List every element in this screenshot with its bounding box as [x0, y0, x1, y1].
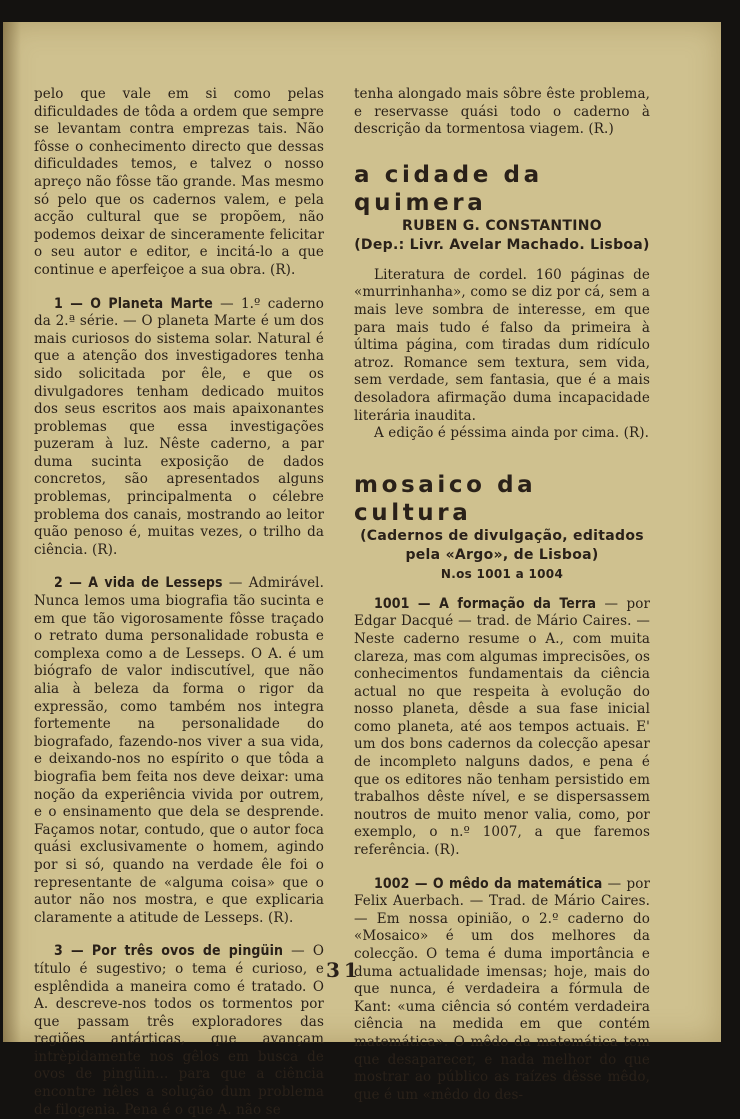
- review-heading: 3 — Por três ovos de pingüin: [54, 943, 284, 960]
- review-text: — por Edgar Dacqué — trad. de Mário Caires. — Neste caderno resume o A., com muita clareza, mas com algumas imprecisões, os conhecimentos fundamentais da ciência actual no que respeita à evolução do nosso planeta, dêsde a sua fase inicial como planeta, até aos tempos actuais. E' um dos bons cadernos da colecção apesar de incompleto nalguns dados, e pena é que os editores não tenham persistido em trabalhos dêste nível, e se dispersassem noutros de muito menor valia, como, por exemplo, o n.º 1007, a que faremos referência. (R).: [354, 595, 650, 859]
- continuation-paragraph: tenha alongado mais sôbre êste problema, e reservasse quási todo o caderno à descrição da tormentosa viagem. (R.): [354, 86, 650, 138]
- review-paragraph: [34, 575, 324, 927]
- body-paragraph: Literatura de cordel. 160 páginas de «murrinhanha», como se diz por cá, sem a mais leve sombra de interesse, em que para mais tudo é falso da primeira à última página, com tiradas dum ridículo atroz. Romance sem textura, sem vida, sem verdade, sem fantasia, que é a mais desoladora afirmação duma incapacidade literária inaudita.: [354, 266, 650, 424]
- section-publisher: (Dep.: Livr. Avelar Machado. Lisboa): [354, 236, 650, 253]
- issue-numbers: N.os 1001 a 1004: [440, 566, 564, 581]
- review-heading: 1002 — O mêdo da matemática: [374, 875, 603, 892]
- review-paragraph: [34, 943, 324, 1119]
- review-heading: 1001 — A formação da Terra: [374, 595, 597, 612]
- review-paragraph: [354, 876, 650, 1105]
- review-paragraph: [34, 296, 324, 560]
- review-text: — O título é sugestivo; o tema é curioso, e esplêndida a maneira como é tratado. O A. descreve-nos todos os tormentos por que passam três exploradores das regiões antárticas, que avançam intrèpidamente nos gêlos em busca de ovos de pingüin... para que a ciência encontre nêles a solução dum problema de filogenia. Pena é o que A. não se: [34, 943, 324, 1118]
- review-heading: 1 — O Planeta Marte: [54, 295, 213, 312]
- page-number: 31: [326, 958, 362, 982]
- body-paragraph: A edição é péssima ainda por cima. (R).: [374, 425, 650, 442]
- binding-shadow: [3, 22, 21, 1042]
- section-title: mosaico da cultura: [354, 471, 537, 526]
- review-text: — Admirável. Nunca lemos uma biografia tão sucinta e em que tão vigorosamente fôsse traçado o retrato duma personalidade robusta e complexa como a de Lesseps. O A. é um biógrafo de valor indiscutível, que não alia à beleza da forma o rigor da expressão, como também nos integra fortemente na personalidade do biografado, fazendo-nos viver a sua vida, e deixando-nos no espírito o que tôda a biografia bem feita nos deve deixar: uma noção da experiência vivida por outrem, e o ensinamento que dela se desprende. Façamos notar, contudo, que o autor foca quási exclusivamente o homem, agindo por si só, quando na verdade êle foi o representante de «alguma coisa» que o autor não nos mostra, e que explicaria claramente a atitude de Lesseps. (R).: [34, 575, 324, 926]
- section-subtitle: pela «Argo», de Lisboa): [405, 546, 599, 563]
- review-text: — por Felix Auerbach. — Trad. de Mário Caires. — Em nossa opinião, o 2.º caderno do «Mosaico» é um dos melhores da colecção. O tema é duma importância e duma actualidade imensas; hoje, mais do que nunca, é verdadeira a fórmula de Kant: «uma ciência só contém verdadeira ciência na medida em que contém matemática». O mêdo da matemática tem que desaparecer, e nada melhor do que mostrar ao público as raízes dêsse mêdo, que é um «mêdo do des-: [354, 875, 651, 1103]
- section-title: a cidade da quimera: [354, 161, 543, 216]
- section-subtitle: (Cadernos de divulgação, editados: [360, 527, 644, 544]
- intro-paragraph: pelo que vale em si como pelas dificuldades de tôda a ordem que sempre se levantam contra emprezas tais. Não fôsse o conhecimento directo que dessas dificuldades temos, e talvez o nosso apreço não fôsse tão grande. Mas mesmo só pelo que os cadernos valem, e pela acção cultural que se propõem, não podemos deixar de sinceramente felicitar o seu autor e editor, e incitá-lo a que continue e aperfeiçoe a sua obra. (R).: [34, 86, 324, 278]
- review-text: — 1.º caderno da 2.ª série. — O planeta Marte é um dos mais curiosos do sistema solar. Natural é que a atenção dos investigadores tenha sido solicitada por êle, e que os divulgadores tenham dedicado muitos dos seus escritos aos mais apaixonantes problemas que essa investigações puzeram à luz. Nêste caderno, a par duma sucinta exposição de dados concretos, são apresentados alguns problemas, principalmenta o célebre problema dos canais, mostrando ao leitor quão penoso é, muitas vezes, o trilho da ciência. (R).: [34, 295, 324, 558]
- left-column: [34, 86, 324, 1119]
- section-author: RUBEN G. CONSTANTINO: [401, 217, 603, 234]
- right-column: [354, 86, 650, 1104]
- review-paragraph: [354, 596, 650, 860]
- review-heading: 2 — A vida de Lesseps: [54, 575, 223, 592]
